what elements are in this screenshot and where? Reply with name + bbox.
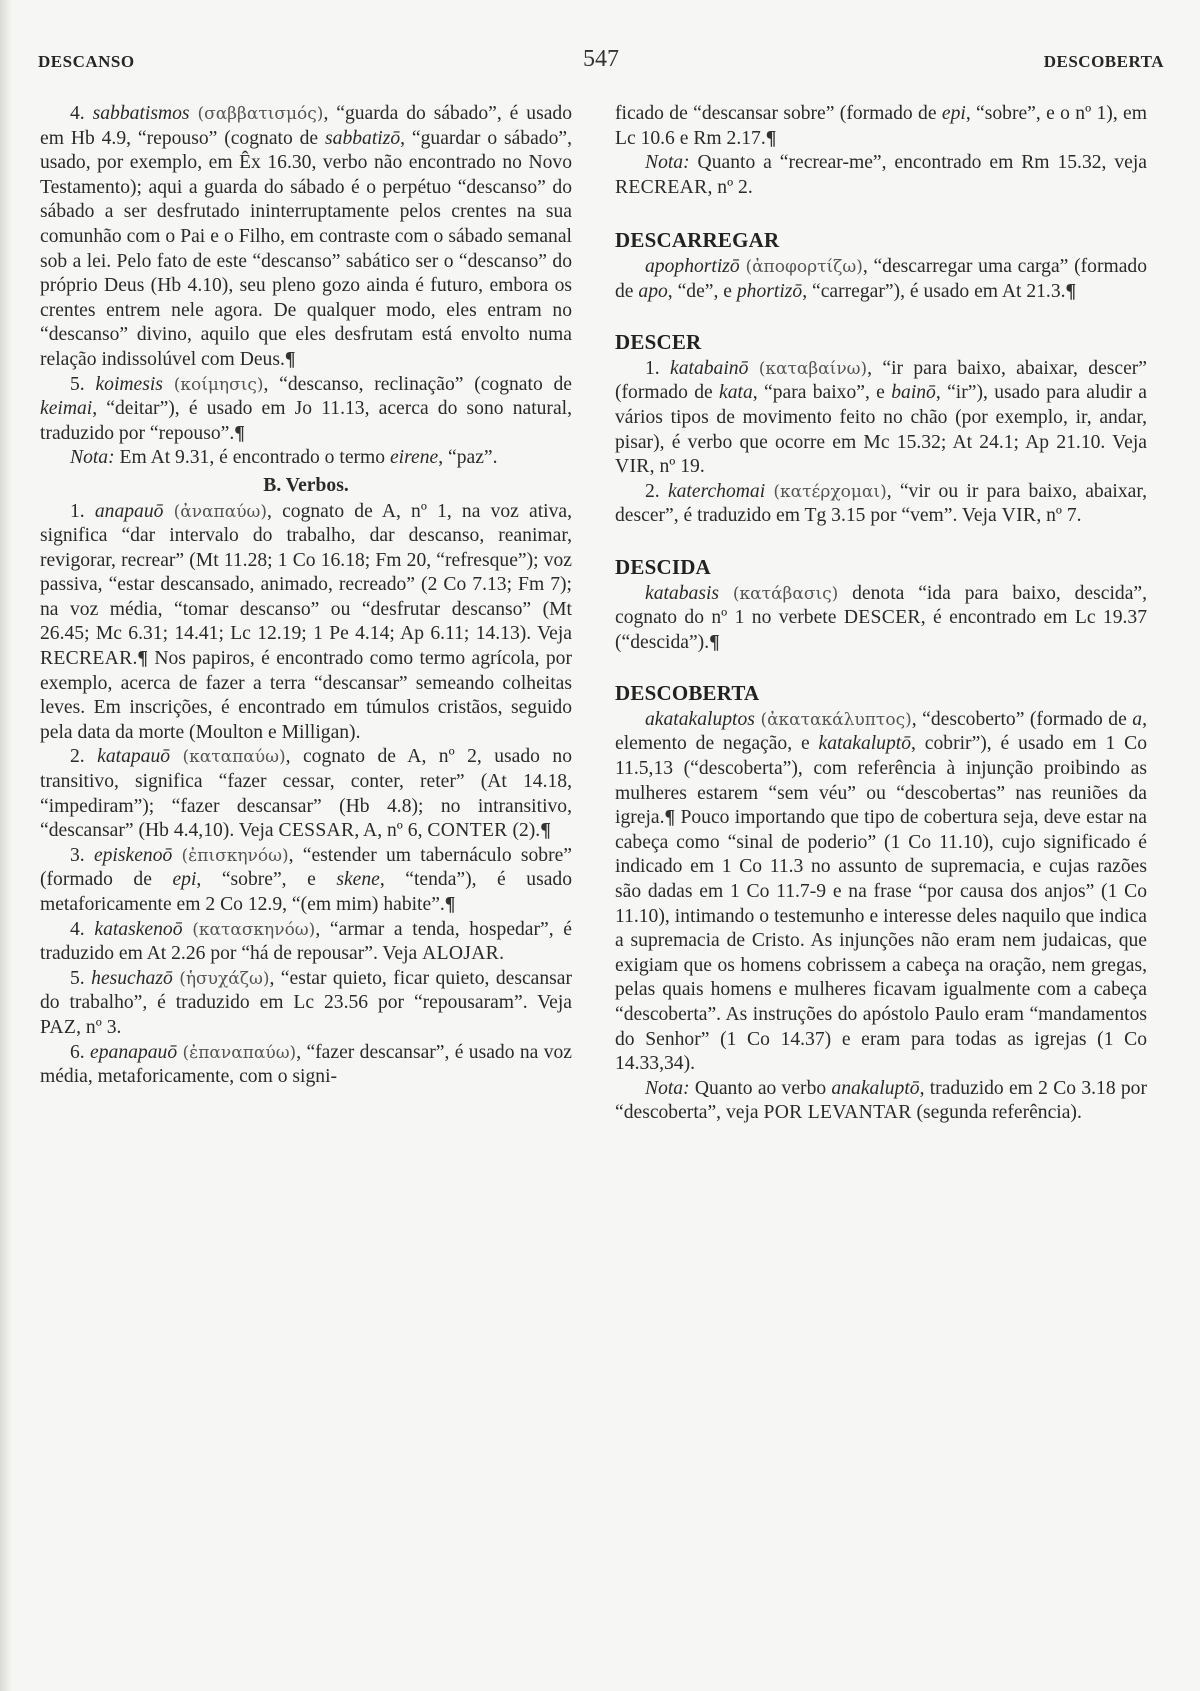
paragraph — [40, 1041, 572, 1090]
descanso-substantives — [40, 102, 572, 471]
text-run: , “carregar”), é usado em At 21.3. — [802, 280, 1066, 302]
entry-headword: DESCER — [615, 330, 702, 355]
paragraph — [615, 255, 1147, 304]
greek-term: (κατασκηνόω) — [192, 919, 316, 940]
italic-term: Nota: — [645, 152, 690, 174]
italic-term: bainō — [891, 382, 936, 404]
italic-term: katabainō — [670, 357, 749, 379]
text-run: 1. — [70, 500, 95, 522]
greek-term: (ἀκατακάλυπτος) — [760, 709, 912, 730]
text-run: 3. — [70, 844, 94, 866]
greek-term: (ἀναπαύω) — [173, 501, 268, 522]
pilcrow-mark: ¶ — [444, 894, 456, 915]
italic-term: apo — [638, 280, 668, 302]
text-run: , é encontrado em Lc 19.37 (“descida”). — [615, 607, 1147, 653]
italic-term: keimai — [40, 398, 93, 420]
greek-term: (κατέρχομαι) — [773, 481, 887, 502]
text-run: , “estar quieto, ficar quieto, descansar do trabalho”, é traduzido em Lc 23.56 por “repousaram”. Veja — [40, 967, 572, 1014]
paragraph — [40, 918, 572, 967]
italic-term: eirene — [389, 447, 439, 469]
greek-term: (σαββατισμός) — [197, 104, 324, 124]
entry-headword: DESCARREGAR — [615, 228, 780, 253]
italic-term: kataskenoō — [94, 918, 183, 940]
text-run: Pouco importando que tipo de cobertura seja, deve estar na cabeça como “sinal de poderio” (1 Co 11.10), cujo significado é indicado em 1 Co 11.3 no assunto de supremacia, e cujas razões são dadas em 1 Co 11.7-9 e na frase “por causa dos anjos” (1 Co 11.10), intimando o testemunho e interesse deles naquilo que indica a supremacia de Cristo. As injunções não eram nem judaicas, que exigiam que os homens cobrissem a cabeça na oração, nem gregas, pelas quais homens e mulheres ficavam igualmente com a cabeça “descoberta”. As instruções do apóstolo Paulo eram “mandamentos do Senhor” (1 Co 14.37) e eram para todas as igrejas (1 Co 14.33,34). — [615, 807, 1147, 1075]
text-run: , elemento de negação, e — [615, 708, 1147, 755]
text-run: , cobrir”), é usado em 1 Co 11.5,13 (“descoberta”), com referência à injunção proibindo as mulheres estarem “sem véu” ou “descobertas” nas reuniões da igreja. — [615, 733, 1147, 829]
greek-term: (ἐπαναπαύω) — [182, 1042, 297, 1063]
italic-term: koimesis — [95, 373, 163, 395]
text-run: , “sobre”, e o nº 1), em Lc 10.6 e Rm 2.17. — [615, 103, 1147, 149]
pilcrow-mark: ¶ — [284, 348, 296, 370]
text-run: denota “ida para baixo, descida”, cognato do nº 1 no verbete — [615, 582, 1147, 629]
text-run: ficado de “descansar sobre” (formado de — [615, 103, 942, 124]
greek-term: (ἡσυχάζω) — [179, 968, 270, 989]
italic-term: kata — [719, 382, 753, 404]
italic-term: epanapauō — [90, 1041, 178, 1063]
italic-term: episkenoō — [93, 844, 173, 866]
text-run: , “para baixo”, e — [752, 382, 892, 404]
cross-reference: VIR — [615, 456, 650, 478]
text-run: , A, nº 6, — [354, 820, 428, 842]
pilcrow-mark: ¶ — [765, 127, 777, 149]
left-column — [40, 102, 572, 1090]
italic-term: sabbatizō — [325, 127, 401, 149]
pilcrow-mark: ¶ — [234, 422, 245, 444]
italic-term: katapauō — [97, 746, 171, 768]
pilcrow-mark: ¶ — [664, 807, 676, 829]
text-run: 5. — [70, 373, 96, 395]
text-run: Nos papiros, é encontrado como termo agrícola, por exemplo, acerca de fazer a terra “descansar” semeando colheitas leves. Em inscrições, é encontrado em túmulos cristãos, seguido pela data da morte (Moulton e Milligan). — [40, 648, 572, 743]
paragraph — [40, 745, 572, 843]
text-run — [172, 845, 181, 866]
text-run: , “descarregar uma carga” (formado de — [615, 255, 1147, 302]
entry-descoberta — [615, 681, 1147, 1126]
section-heading-verbos: B. Verbos. — [263, 474, 349, 496]
italic-term: sabbatismos — [92, 103, 190, 124]
descanso-verbs — [40, 500, 572, 1090]
text-run: 2. — [70, 746, 98, 768]
italic-term: katabasis — [645, 582, 720, 604]
text-run: , “descanso, reclinação” (cognato de — [263, 373, 572, 395]
paragraph — [40, 967, 572, 1041]
greek-term: (κοίμησις) — [173, 374, 264, 395]
greek-term: (καταπαύω) — [182, 747, 286, 768]
text-run: Quanto ao verbo — [689, 1077, 832, 1099]
paragraph — [40, 373, 572, 447]
text-run: , “de”, e — [667, 280, 737, 302]
text-run — [183, 919, 193, 940]
cross-reference: RECREAR — [40, 648, 133, 670]
greek-term: (κατάβασις) — [732, 583, 839, 604]
italic-term: Nota: — [70, 447, 115, 469]
italic-term: hesuchazō — [91, 967, 173, 989]
text-run: , “guarda do sábado”, é usado em Hb 4.9, “repouso” (cognato de — [40, 103, 572, 149]
text-run: , cognato de A, nº 2, usado no transitivo, significa “fazer cessar, conter, reter” (At 14.18, “impediram”); “fazer descansar” (Hb 4.8); no intransitivo, “descansar” (Hb 4.4,10). Veja — [40, 746, 572, 842]
pilcrow-mark: ¶ — [1065, 280, 1077, 302]
text-run: , “guardar o sábado”, usado, por exemplo, em Êx 16.30, verbo não encontrado no Novo Testamento); aqui a guarda do sábado é o perpétuo “descanso” do sábado a ser desfrutado ininterruptamente pelos crentes na sua comunhão com o Pai e o Filho, em contraste com o sábado semanal sob a lei. Pelo fato de este “descanso” sabático ser o “descanso” do próprio Deus (Hb 4.10), seu pleno gozo ainda é futuro, embora os crentes entrem nele agora. De qualquer modo, eles entram no “descanso” divino, aquilo que eles desfrutam está envolto numa relação indissolúvel com Deus. — [40, 127, 572, 370]
italic-term: a — [1132, 708, 1143, 730]
text-run: 1. — [645, 357, 671, 379]
text-run: , nº 3. — [76, 1016, 122, 1038]
continuation-text — [615, 102, 1147, 200]
paragraph — [40, 844, 572, 918]
pilcrow-mark: ¶ — [540, 820, 551, 842]
text-run: Em At 9.31, é encontrado o termo — [114, 447, 390, 469]
text-run — [163, 374, 174, 395]
cross-reference: DESCER — [843, 607, 921, 629]
greek-term: (ἀποφορτίζω) — [745, 256, 863, 277]
paragraph — [615, 151, 1147, 200]
text-run: , “tenda”), é usado metaforicamente em 2 Co 12.9, “(em mim) habite”. — [40, 869, 572, 915]
text-run: , “deitar”), é usado em Jo 11.13, acerca do sono natural, traduzido por “repouso”. — [40, 398, 572, 444]
right-column — [615, 102, 1147, 1126]
paragraph — [615, 480, 1147, 529]
text-run: 4. — [70, 918, 95, 940]
italic-term: epi — [172, 869, 197, 891]
italic-term: anakaluptō — [831, 1077, 920, 1099]
paragraph — [615, 102, 1147, 151]
left-guideword: DESCANSO — [38, 52, 135, 71]
text-run: 2. — [645, 480, 668, 502]
pilcrow-mark: ¶ — [137, 648, 148, 670]
text-run: (2). — [507, 820, 541, 842]
entry-descida — [615, 555, 1147, 655]
entry-headword: DESCOBERTA — [615, 681, 760, 706]
text-run: . — [132, 648, 138, 670]
text-run: 6. — [70, 1041, 91, 1063]
entry-headword: DESCIDA — [615, 554, 711, 579]
cross-reference: ALOJAR — [422, 943, 500, 965]
text-run: , nº 7. — [1036, 505, 1082, 527]
cross-reference: PAZ — [40, 1016, 77, 1038]
text-run: (segunda referência). — [911, 1102, 1082, 1124]
paragraph — [615, 357, 1147, 480]
text-run: , “sobre”, e — [196, 869, 337, 891]
text-run — [719, 583, 733, 604]
entry-descarregar — [615, 228, 1147, 304]
text-run: , “ir”), usado para aludir a vários tipos de movimento feito no chão (por exemplo, ir, andar, pisar), é verbo que ocorre em Mc 15.32; At 24.1; Ap 21.10. Veja — [615, 382, 1147, 453]
text-run: 5. — [70, 967, 92, 989]
dictionary-entries — [615, 228, 1147, 1126]
italic-term: Nota: — [645, 1077, 690, 1099]
italic-term: phortizō — [736, 280, 803, 302]
cross-reference: POR LEVANTAR — [763, 1102, 912, 1124]
italic-term: katerchomai — [667, 480, 766, 502]
cross-reference: VIR — [1001, 505, 1037, 527]
paragraph — [615, 1077, 1147, 1126]
text-run: , traduzido em 2 Co 3.18 por “descoberta”, veja — [615, 1077, 1147, 1124]
cross-reference: CONTER — [427, 820, 508, 842]
italic-term: akatakaluptos — [645, 708, 755, 730]
paragraph — [40, 102, 572, 373]
paragraph — [40, 500, 572, 746]
text-run: , “fazer descansar”, é usado na voz média, metaforicamente, com o signi- — [40, 1041, 572, 1088]
text-run: , nº 2. — [707, 176, 753, 198]
cross-reference: RECREAR — [615, 176, 708, 198]
text-run: 4. — [70, 103, 93, 124]
text-run: , “estender um tabernáculo sobre” (formado de — [40, 844, 573, 891]
text-run: , “paz”. — [438, 447, 498, 469]
italic-term: katakaluptō — [818, 733, 912, 755]
text-run: , “ir para baixo, abaixar, descer” (formado de — [615, 357, 1148, 404]
text-run: . — [499, 943, 504, 965]
italic-term: apophortizō — [645, 255, 740, 277]
cross-reference: CESSAR — [278, 820, 355, 842]
page-number: 547 — [583, 46, 619, 72]
greek-term: (ἐπισκηνόω) — [181, 845, 289, 866]
paragraph — [615, 582, 1147, 656]
italic-term: skene — [336, 869, 380, 891]
text-run: , “vir ou ir para baixo, abaixar, descer”, é traduzido em Tg 3.15 por “vem”. Veja — [615, 480, 1147, 527]
text-run: , cognato de A, nº 1, na voz ativa, significa “dar intervalo do trabalho, dar descanso, reanimar, revigorar, recrear” (Mt 11.28; 1 Co 16.18; Fm 20, “refresque”); voz passiva, “estar descansado, animado, recreado” (2 Co 7.13; Fm 7); na voz média, “tomar descanso” ou “desfrutar descanso” (Mt 26.45; Mc 6.31; 14.41; Lc 12.19; 1 Pe 4.14; Ap 6.11; 14.13). Veja — [40, 500, 573, 645]
running-header — [38, 48, 1164, 78]
italic-term: epi — [941, 103, 966, 124]
text-run — [170, 746, 182, 767]
text-run: , “descoberto” (formado de — [911, 708, 1133, 730]
text-run: , nº 19. — [649, 456, 705, 478]
text-run — [163, 501, 173, 522]
greek-term: (καταβαίνω) — [758, 358, 868, 379]
right-guideword: DESCOBERTA — [1043, 52, 1164, 71]
page-edge-shadow — [0, 0, 12, 1691]
text-run — [748, 358, 758, 379]
text-run: , “armar a tenda, hospedar”, é traduzido em At 2.26 por “há de repousar”. Veja — [40, 918, 572, 965]
pilcrow-mark: ¶ — [709, 631, 720, 653]
paragraph — [40, 446, 572, 471]
paragraph — [615, 708, 1147, 1077]
text-run: Quanto a “recrear-me”, encontrado em Rm 15.32, veja — [689, 152, 1147, 174]
italic-term: anapauō — [94, 500, 164, 522]
entry-descer — [615, 330, 1147, 529]
